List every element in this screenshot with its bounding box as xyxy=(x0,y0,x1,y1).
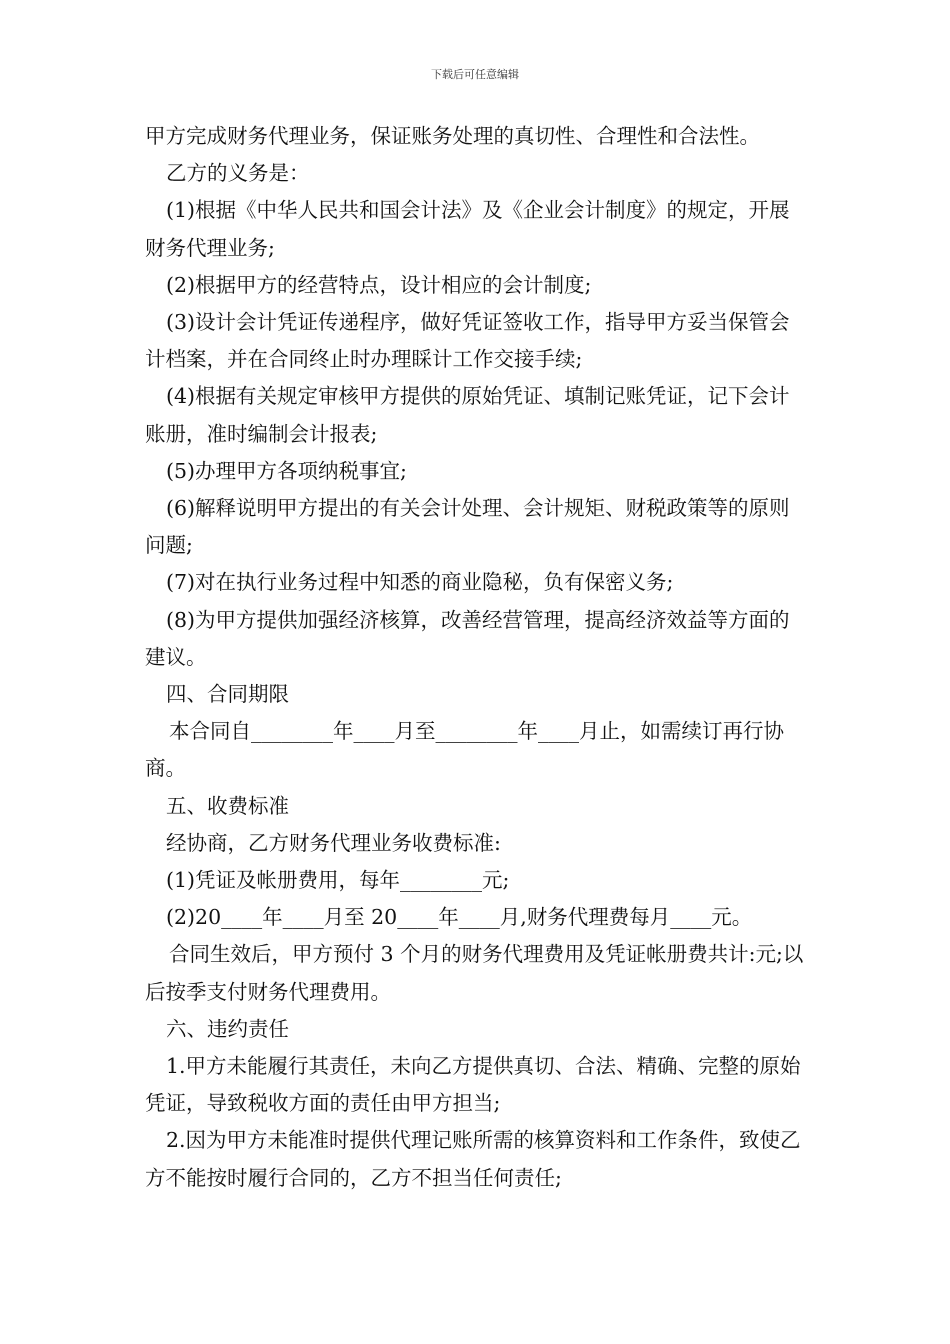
paragraph-obligation-7: (7)对在执行业务过程中知悉的商业隐秘，负有保密义务; xyxy=(166,570,674,595)
paragraph-fee-2: (2)20____年____月至 20____年____月,财务代理费每月____元。 xyxy=(166,905,753,930)
paragraph-obligation-6: (6)解释说明甲方提出的有关会计处理、会计规矩、财税政策等的原则问题; xyxy=(145,496,790,558)
paragraph-prepayment: 合同生效后，甲方预付 3 个月的财务代理费用及凭证帐册费共计:元;以后按季支付财务代理费用。 xyxy=(145,942,804,1004)
paragraph-party-b-obligations: 乙方的义务是： xyxy=(166,161,310,186)
paragraph-obligation-2: (2)根据甲方的经营特点，设计相应的会计制度; xyxy=(166,272,592,297)
paragraph-obligation-8: (8)为甲方提供加强经济核算，改善经营管理，提高经济效益等方面的建议。 xyxy=(145,607,790,669)
paragraph-liability-2: 2.因为甲方未能准时提供代理记账所需的核算资料和工作条件，致使乙方不能按时履行合同的，乙方不担当任何责任; xyxy=(145,1128,801,1190)
document-body xyxy=(145,118,810,1197)
page-header-note: 下载后可任意编辑 xyxy=(431,68,519,81)
section-heading-breach-liability: 六、违约责任 xyxy=(166,1016,289,1041)
paragraph-contract-term: 本合同自________年____月至________年____月止，如需续订再行协商。 xyxy=(145,719,784,781)
paragraph-obligation-1: (1)根据《中华人民共和国会计法》及《企业会计制度》的规定，开展财务代理业务; xyxy=(145,198,790,260)
paragraph-obligation-4: (4)根据有关规定审核甲方提供的原始凭证、填制记账凭证，记下会计账册，准时编制会计报表; xyxy=(145,384,790,446)
paragraph-duty-intro-end: 甲方完成财务代理业务，保证账务处理的真切性、合理性和合法性。 xyxy=(145,124,760,148)
paragraph-obligation-5: (5)办理甲方各项纳税事宜; xyxy=(166,458,407,483)
paragraph-liability-1: 1.甲方未能履行其责任，未向乙方提供真切、合法、精确、完整的原始凭证，导致税收方面的责任由甲方担当; xyxy=(145,1054,801,1116)
paragraph-fee-intro: 经协商，乙方财务代理业务收费标准: xyxy=(166,830,501,855)
section-heading-contract-term: 四、合同期限 xyxy=(166,682,289,707)
paragraph-obligation-3: (3)设计会计凭证传递程序，做好凭证签收工作，指导甲方妥当保管会计档案，并在合同终止时办理睬计工作交接手续; xyxy=(145,310,790,372)
paragraph-fee-1: (1)凭证及帐册费用，每年________元; xyxy=(166,868,510,893)
section-heading-fee-standard: 五、收费标准 xyxy=(166,793,289,818)
